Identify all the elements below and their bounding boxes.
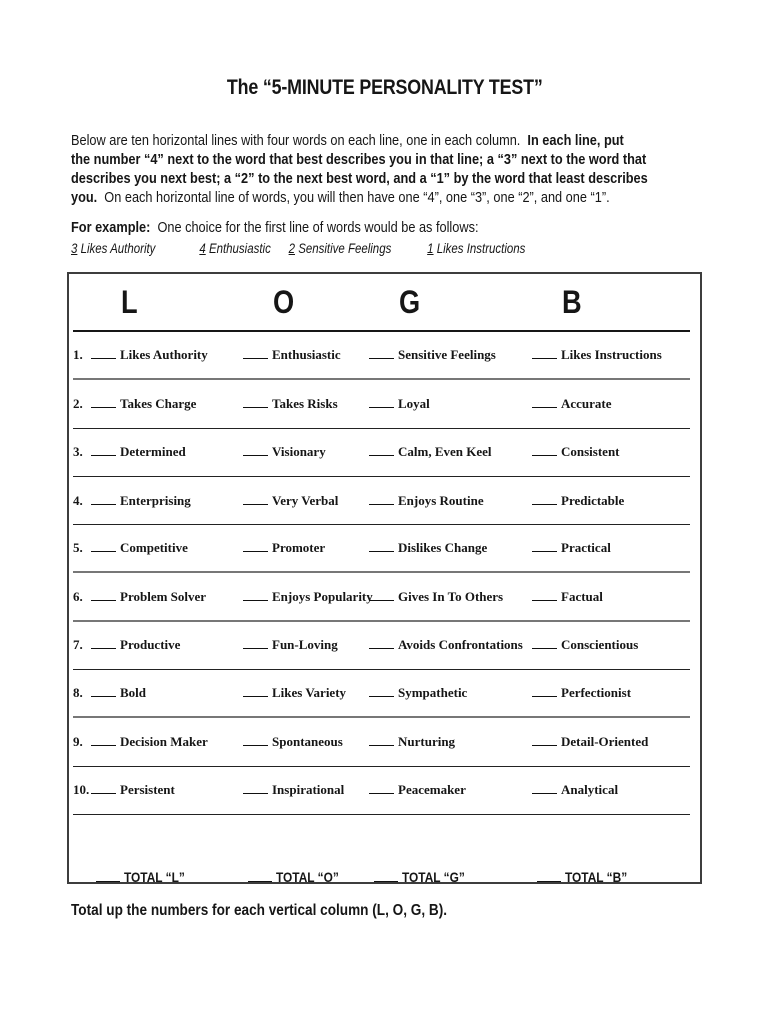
footer-instruction: Total up the numbers for each vertical column (L, O, G, B). xyxy=(71,902,448,919)
total-blank[interactable] xyxy=(374,871,398,882)
answer-blank[interactable] xyxy=(91,397,116,408)
trait-word: Perfectionist xyxy=(561,685,632,701)
row-number: 5. xyxy=(73,540,83,556)
total-label-O: TOTAL “O” xyxy=(276,868,339,885)
trait-word: Practical xyxy=(561,540,611,556)
trait-word: Accurate xyxy=(561,395,612,411)
table-row xyxy=(73,332,690,380)
answer-blank[interactable] xyxy=(243,783,268,794)
trait-word: Conscientious xyxy=(561,637,639,653)
intro-line: Below are ten horizontal lines with four words on each line, one in each column. In each line, put xyxy=(71,132,624,149)
answer-blank[interactable] xyxy=(369,494,394,505)
example-score: 4 xyxy=(199,241,206,256)
example-score: 2 xyxy=(288,241,295,256)
answer-blank[interactable] xyxy=(243,638,268,649)
trait-word: Enjoys Routine xyxy=(398,492,484,508)
table-row xyxy=(73,767,690,815)
trait-word: Sensitive Feelings xyxy=(398,347,496,363)
answer-blank[interactable] xyxy=(532,348,557,359)
total-label-B: TOTAL “B” xyxy=(565,868,628,885)
answer-blank[interactable] xyxy=(532,445,557,456)
example-score: 3 xyxy=(71,241,78,256)
answer-blank[interactable] xyxy=(369,348,394,359)
trait-word: Persistent xyxy=(120,782,175,798)
trait-word: Takes Risks xyxy=(272,395,338,411)
example-score: 1 xyxy=(427,241,434,256)
page-title: The “5-MINUTE PERSONALITY TEST” xyxy=(227,76,543,99)
table-header-row xyxy=(73,274,690,332)
answer-blank[interactable] xyxy=(243,397,268,408)
row-number: 4. xyxy=(73,492,83,508)
personality-table xyxy=(67,272,702,884)
answer-blank[interactable] xyxy=(369,686,394,697)
table-row xyxy=(73,477,690,525)
answer-blank[interactable] xyxy=(369,397,394,408)
trait-word: Likes Instructions xyxy=(561,347,662,363)
answer-blank[interactable] xyxy=(532,783,557,794)
row-number: 1. xyxy=(73,347,83,363)
trait-word: Competitive xyxy=(120,540,188,556)
trait-word: Problem Solver xyxy=(120,588,207,604)
trait-word: Decision Maker xyxy=(120,734,208,750)
trait-word: Likes Variety xyxy=(272,685,347,701)
trait-word: Detail-Oriented xyxy=(561,734,649,750)
trait-word: Predictable xyxy=(561,492,625,508)
trait-word: Nurturing xyxy=(398,734,456,750)
answer-blank[interactable] xyxy=(532,397,557,408)
answer-blank[interactable] xyxy=(91,494,116,505)
trait-word: Very Verbal xyxy=(272,492,339,508)
total-label-L: TOTAL “L” xyxy=(124,868,185,885)
table-row xyxy=(73,429,690,477)
trait-word: Dislikes Change xyxy=(398,540,488,556)
trait-word: Determined xyxy=(120,444,186,460)
row-number: 9. xyxy=(73,734,83,750)
column-header-L: L xyxy=(121,284,137,320)
trait-word: Bold xyxy=(120,685,147,701)
trait-word: Likes Authority xyxy=(120,347,208,363)
answer-blank[interactable] xyxy=(91,541,116,552)
answer-blank[interactable] xyxy=(243,541,268,552)
answer-blank[interactable] xyxy=(369,541,394,552)
answer-blank[interactable] xyxy=(243,735,268,746)
trait-word: Consistent xyxy=(561,444,620,460)
answer-blank[interactable] xyxy=(243,590,268,601)
table-row xyxy=(73,380,690,428)
intro-line: you. On each horizontal line of words, you will then have one “4”, one “3”, one “2”, and one “1”. xyxy=(71,189,610,206)
example-row xyxy=(71,241,525,256)
row-number: 6. xyxy=(73,588,83,604)
row-number: 8. xyxy=(73,685,83,701)
answer-blank[interactable] xyxy=(243,348,268,359)
example-label-rest: One choice for the first line of words would be as follows: xyxy=(150,219,479,236)
answer-blank[interactable] xyxy=(532,686,557,697)
table-row xyxy=(73,670,690,718)
table-row xyxy=(73,573,690,621)
answer-blank[interactable] xyxy=(369,735,394,746)
column-header-G: G xyxy=(399,284,420,320)
answer-blank[interactable] xyxy=(91,590,116,601)
trait-word: Avoids Confrontations xyxy=(398,637,523,653)
column-header-O: O xyxy=(273,284,294,320)
example-label: For example: xyxy=(71,219,151,236)
trait-word: Visionary xyxy=(272,444,326,460)
answer-blank[interactable] xyxy=(369,590,394,601)
total-label-G: TOTAL “G” xyxy=(402,868,465,885)
trait-word: Sympathetic xyxy=(398,685,468,701)
trait-word: Enjoys Popularity xyxy=(272,588,373,604)
column-header-B: B xyxy=(562,284,581,320)
page-title-wrap xyxy=(0,76,770,100)
answer-blank[interactable] xyxy=(369,783,394,794)
row-number: 2. xyxy=(73,395,83,411)
trait-word: Factual xyxy=(561,588,603,604)
answer-blank[interactable] xyxy=(532,494,557,505)
answer-blank[interactable] xyxy=(369,638,394,649)
row-number: 7. xyxy=(73,637,83,653)
answer-blank[interactable] xyxy=(369,445,394,456)
answer-blank[interactable] xyxy=(243,445,268,456)
intro-line: describes you next best; a “2” to the next best word, and a “1” by the word that least describes xyxy=(71,170,648,187)
trait-word: Productive xyxy=(120,637,181,653)
row-number: 10. xyxy=(73,782,90,798)
answer-blank[interactable] xyxy=(91,783,116,794)
trait-word: Gives In To Others xyxy=(398,588,504,604)
intro-paragraph xyxy=(71,131,750,207)
answer-blank[interactable] xyxy=(243,686,268,697)
table-row xyxy=(73,718,690,766)
example-heading xyxy=(71,219,550,236)
row-number: 3. xyxy=(73,444,83,460)
trait-word: Loyal xyxy=(398,395,430,411)
example-item: 3 Likes Authority xyxy=(71,241,156,256)
trait-word: Enterprising xyxy=(120,492,191,508)
trait-word: Enthusiastic xyxy=(272,347,341,363)
trait-word: Inspirational xyxy=(272,782,345,798)
trait-word: Promoter xyxy=(272,540,326,556)
trait-word: Fun-Loving xyxy=(272,637,338,653)
answer-blank[interactable] xyxy=(91,445,116,456)
trait-word: Takes Charge xyxy=(120,395,197,411)
answer-blank[interactable] xyxy=(532,541,557,552)
trait-word: Calm, Even Keel xyxy=(398,444,492,460)
example-item: 1 Likes Instructions xyxy=(427,241,526,256)
answer-blank[interactable] xyxy=(243,494,268,505)
answer-blank[interactable] xyxy=(91,735,116,746)
example-item: 2 Sensitive Feelings xyxy=(288,241,392,256)
trait-word: Analytical xyxy=(561,782,619,798)
total-blank[interactable] xyxy=(96,871,120,882)
answer-blank[interactable] xyxy=(532,638,557,649)
answer-blank[interactable] xyxy=(91,348,116,359)
intro-line: the number “4” next to the word that best describes you in that line; a “3” next to the word that xyxy=(71,151,647,168)
trait-word: Spontaneous xyxy=(272,734,343,750)
answer-blank[interactable] xyxy=(91,638,116,649)
answer-blank[interactable] xyxy=(532,590,557,601)
totals-row xyxy=(73,815,690,909)
table-row xyxy=(73,622,690,670)
total-blank[interactable] xyxy=(537,871,561,882)
total-blank[interactable] xyxy=(248,871,272,882)
answer-blank[interactable] xyxy=(91,686,116,697)
table-row xyxy=(73,525,690,573)
trait-word: Peacemaker xyxy=(398,782,466,798)
example-item: 4 Enthusiastic xyxy=(199,241,271,256)
answer-blank[interactable] xyxy=(532,735,557,746)
